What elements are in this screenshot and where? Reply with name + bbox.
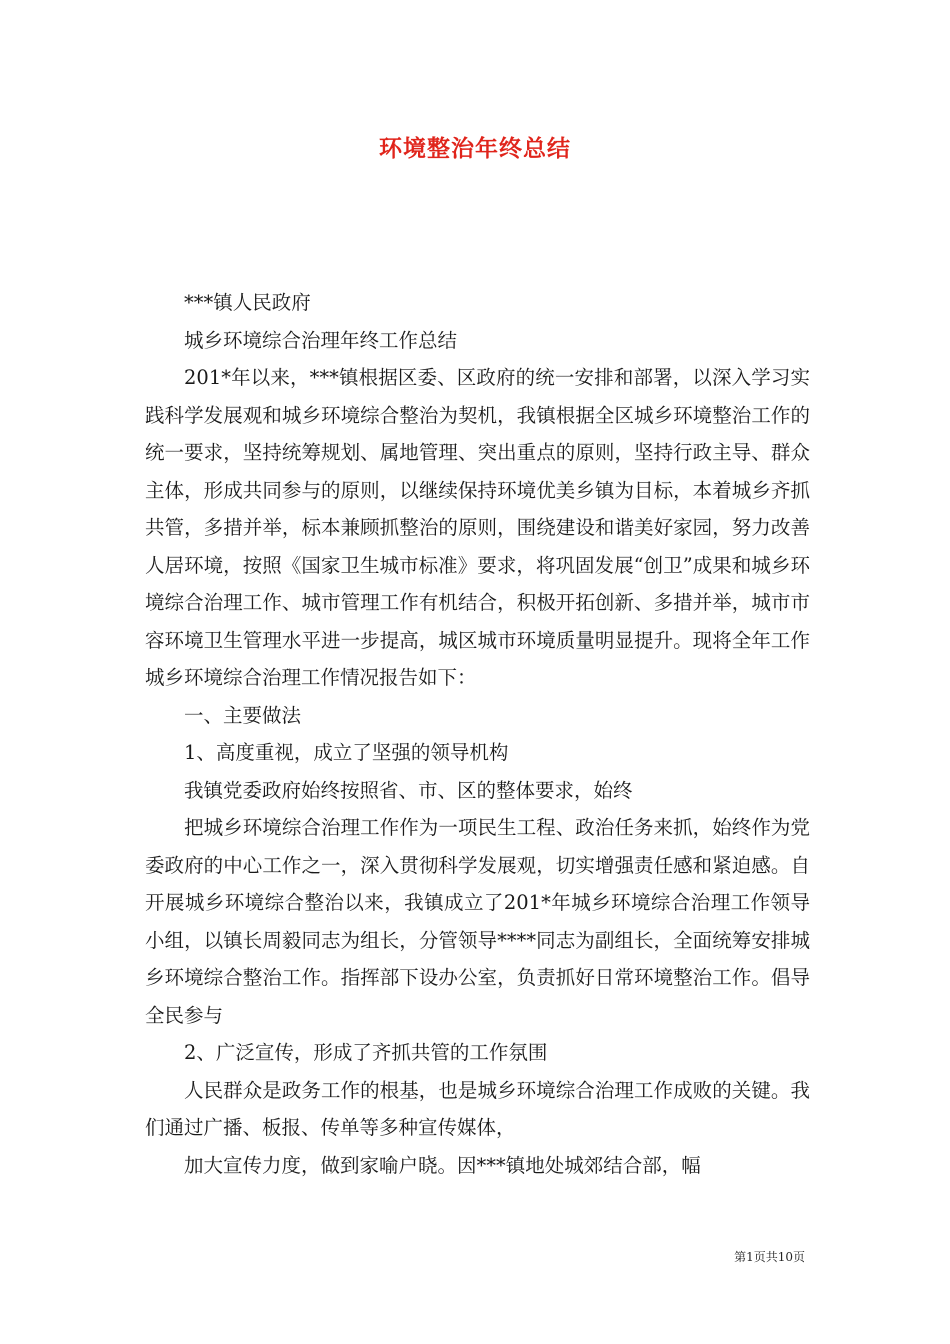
paragraph-intro: 201*年以来，***镇根据区委、区政府的统一安排和部署，以深入学习实践科学发展观和城乡环境综合整治为契机，我镇根据全区城乡环境整治工作的统一要求，坚持统筹规划、属地管理、突出重点的原则，坚持行政主导、群众主体，形成共同参与的原则，以继续保持环境优美乡镇为目标，本着城乡齐抓共管，多措并举，标本兼顾抓整治的原则，围绕建设和谐美好家园，努力改善人居环境，按照《国家卫生城市标准》要求，将巩固发展“创卫”成果和城乡环境综合治理工作、城市管理工作有机结合，积极开拓创新、多措并举，城市市容环境卫生管理水平进一步提高，城区城市环境质量明显提升。现将全年工作城乡环境综合治理工作情况报告如下： (145, 366, 810, 689)
document-title: 环境整治年终总结 (379, 136, 571, 162)
paragraph-item-2-body: 人民群众是政务工作的根基，也是城乡环境综合治理工作成败的关键。我们通过广播、板报、传单等多种宣传媒体， (145, 1078, 810, 1139)
paragraph-item-1-heading: 1、高度重视，成立了坚强的领导机构 (184, 741, 509, 764)
paragraph-item-2-heading: 2、广泛宣传，形成了齐抓共管的工作氛围 (184, 1041, 548, 1064)
document-body (145, 284, 810, 1184)
page-number-footer: 第1页共10页 (734, 1250, 805, 1264)
paragraph-sender: ***镇人民政府 (184, 291, 311, 314)
paragraph-item-1-lead: 我镇党委政府始终按照省、市、区的整体要求，始终 (184, 778, 633, 802)
paragraph-item-2-continued: 加大宣传力度，做到家喻户晓。因***镇地处城郊结合部，幅 (184, 1153, 701, 1177)
paragraph-item-1-body: 把城乡环境综合治理工作作为一项民生工程、政治任务来抓，始终作为党委政府的中心工作之一，深入贯彻科学发展观，切实增强责任感和紧迫感。自开展城乡环境综合整治以来，我镇成立了201*年城乡环境综合治理工作领导小组，以镇长周毅同志为组长，分管领导****同志为副组长，全面统筹安排城乡环境综合整治工作。指挥部下设办公室，负责抓好日常环境整治工作。倡导全民参与 (145, 816, 810, 1027)
paragraph-section-heading: 一、主要做法 (184, 703, 302, 727)
paragraph-subtitle: 城乡环境综合治理年终工作总结 (184, 328, 458, 352)
